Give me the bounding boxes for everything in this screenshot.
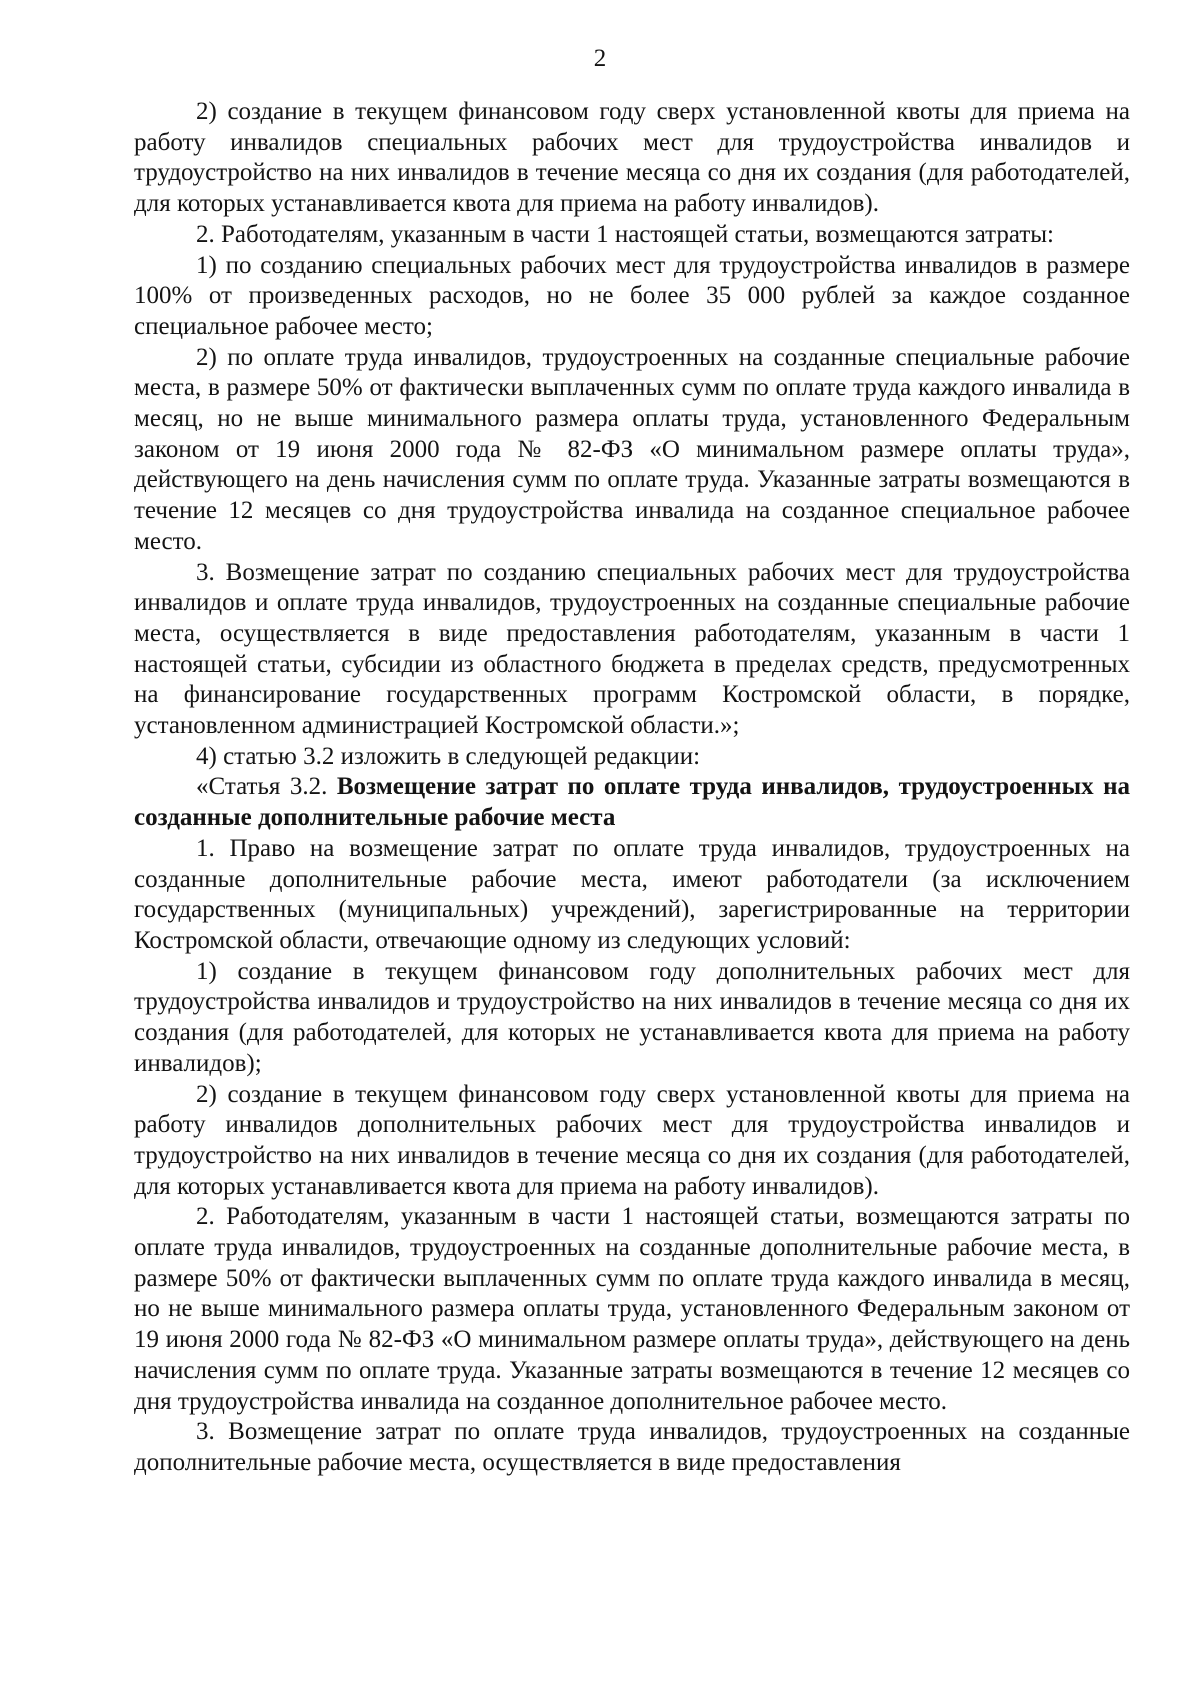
document-body xyxy=(134,97,1130,1479)
article-paragraph: 2. Работодателям, указанным в части 1 настоящей статьи, возмещаются затраты по оплате труда инвалидов, трудоустроенных на созданные дополнительные рабочие места, в размере 50% от фактически выплаченных сумм по оплате труда каждого инвалида в месяц, но не выше минимального размера оплаты труда, установленного Федеральным законом от 19 июня 2000 года № 82-ФЗ «О минимальном размере оплаты труда», действующего на день начисления сумм по оплате труда. Указанные затраты возмещаются в течение 12 месяцев со дня трудоустройства инвалида на созданное дополнительное рабочее место. xyxy=(134,1203,1130,1415)
article-heading-title: Возмещение затрат по оплате труда инвалидов, трудоустроенных на созданные дополнительные рабочие места xyxy=(134,773,1130,832)
paragraph: 3. Возмещение затрат по созданию специальных рабочих мест для трудоустройства инвалидов и оплате труда инвалидов, трудоустроенных на созданные специальные рабочие места, осуществляется в виде предоставления работодателям, указанным в части 1 настоящей статьи, субсидии из областного бюджета в пределах средств, предусмотренных на финансирование государственных программ Костромской области, в порядке, установленном администрацией Костромской области.»; xyxy=(134,558,1130,740)
paragraph: 2. Работодателям, указанным в части 1 настоящей статьи, возмещаются затраты: xyxy=(196,220,1054,248)
article-paragraph: 1. Право на возмещение затрат по оплате труда инвалидов, трудоустроенных на созданные дополнительные рабочие места, имеют работодатели (за исключением государственных (муниципальных) учреждений), зарегистрированные на территории Костромской области, отвечающие одному из следующих условий: xyxy=(134,834,1130,954)
page-number: 2 xyxy=(593,45,607,72)
article-heading xyxy=(134,772,1130,833)
paragraph: 2) по оплате труда инвалидов, трудоустроенных на созданные специальные рабочие места, в размере 50% от фактически выплаченных сумм по оплате труда каждого инвалида в месяц, но не выше минимального размера оплаты труда, установленного Федеральным законом от 19 июня 2000 года № 82-ФЗ «О минимальном размере оплаты труда», действующего на день начисления сумм по оплате труда. Указанные затраты возмещаются в течение 12 месяцев со дня трудоустройства инвалида на созданное специальное рабочее место. xyxy=(134,343,1130,555)
article-heading-prefix: «Статья 3.2. xyxy=(196,773,337,801)
paragraph: 4) статью 3.2 изложить в следующей редакции: xyxy=(196,742,701,770)
paragraph: 2) создание в текущем финансовом году сверх установленной квоты для приема на работу инвалидов специальных рабочих мест для трудоустройства инвалидов и трудоустройство на них инвалидов в течение месяца со дня их создания (для работодателей, для которых устанавливается квота для приема на работу инвалидов). xyxy=(134,98,1130,218)
paragraph: 1) по созданию специальных рабочих мест для трудоустройства инвалидов в размере 100% от произведенных расходов, но не более 35 000 рублей за каждое созданное специальное рабочее место; xyxy=(134,251,1130,340)
article-paragraph: 3. Возмещение затрат по оплате труда инвалидов, трудоустроенных на созданные дополнительные рабочие места, осуществляется в виде предоставления xyxy=(134,1418,1130,1476)
article-paragraph: 1) создание в текущем финансовом году дополнительных рабочих мест для трудоустройства инвалидов и трудоустройство на них инвалидов в течение месяца со дня их создания (для работодателей, для которых не устанавливается квота для приема на работу инвалидов); xyxy=(134,957,1130,1077)
article-paragraph: 2) создание в текущем финансовом году сверх установленной квоты для приема на работу инвалидов дополнительных рабочих мест для трудоустройства инвалидов и трудоустройство на них инвалидов в течение месяца со дня их создания (для работодателей, для которых устанавливается квота для приема на работу инвалидов). xyxy=(134,1080,1130,1200)
